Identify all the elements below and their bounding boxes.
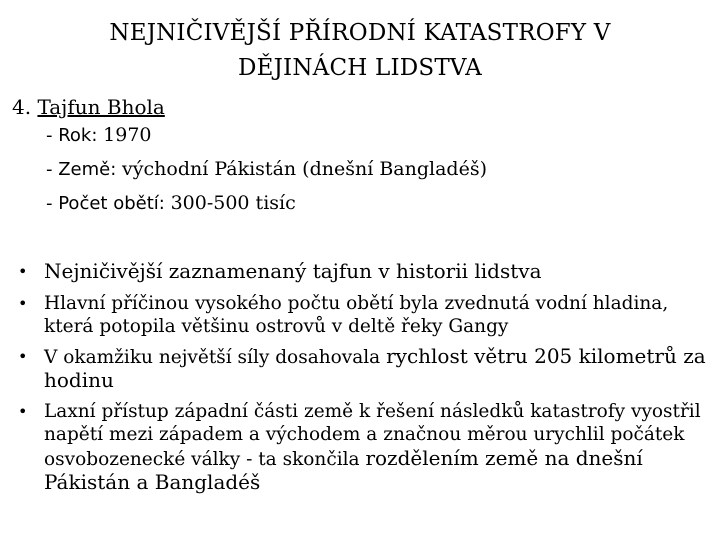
- fact-label: - Rok:: [46, 125, 104, 146]
- fact-label: - Země:: [46, 159, 123, 180]
- heading-name: Tajfun Bhola: [37, 95, 165, 119]
- bullet-item: [18, 292, 708, 339]
- bullet-item: [18, 260, 708, 285]
- bullet-dot: •: [18, 293, 28, 313]
- bullet-text: V okamžiku největší síly dosahovala: [44, 346, 387, 368]
- heading-number: 4.: [12, 95, 32, 119]
- fact-value: východní Pákistán (dnešní Bangladéš): [122, 158, 487, 180]
- fact-country: [46, 156, 487, 190]
- disaster-heading: [12, 94, 165, 120]
- slide-title: NEJNIČIVĚJŠÍ PŘÍRODNÍ KATASTROFY V DĚJINÁCH LIDSTVA: [109, 20, 611, 81]
- fact-value: 1970: [103, 124, 152, 146]
- bullet-emphasis: rozdělením země na dnešní Pákistán a Bangladéš: [44, 445, 643, 494]
- fact-year: [46, 122, 487, 156]
- bullet-text: Hlavní příčinou vysokého počtu obětí byla zvednutá vodní hladina, která potopila většinu ostrovů v deltě řeky Gangy: [44, 292, 669, 337]
- bullet-item: [18, 400, 708, 496]
- bullet-dot: •: [18, 346, 28, 366]
- fact-label: - Počet obětí:: [46, 193, 171, 214]
- bullet-text: Laxní přístup západní části země k řešení následků katastrofy vyostřil napětí mezi západem a východem a značnou měrou urychlil počátek osvobozenecké války - ta skončila: [44, 400, 701, 470]
- fact-victims: [46, 190, 487, 224]
- bullet-text: Nejničivější zaznamenaný tajfun v historii lidstva: [44, 259, 542, 283]
- bullet-item: [18, 345, 708, 394]
- bullet-emphasis: rychlost větru 205 kilometrů za hodinu: [44, 343, 706, 392]
- bullet-dot: •: [18, 262, 28, 281]
- bullet-list: [18, 260, 708, 496]
- facts-list: [46, 122, 487, 224]
- fact-value: 300-500 tisíc: [170, 192, 296, 214]
- bullet-dot: •: [18, 401, 28, 421]
